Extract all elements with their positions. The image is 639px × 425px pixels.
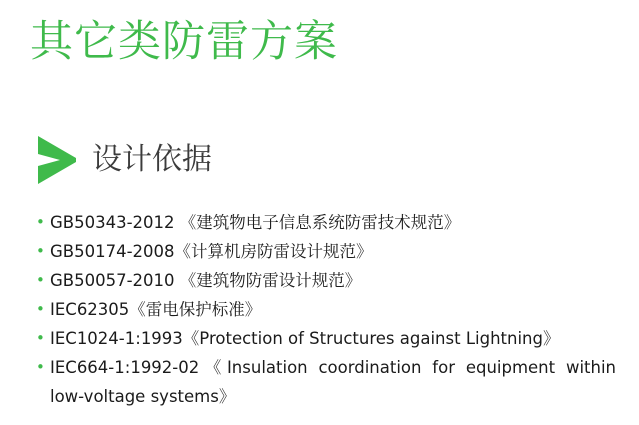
chevron-right-icon xyxy=(36,134,78,186)
page-title: 其它类防雷方案 xyxy=(30,17,338,67)
standards-list xyxy=(36,208,616,411)
list-item: • IEC62305《雷电保护标准》 xyxy=(36,295,616,324)
list-item: • GB50174-2008《计算机房防雷设计规范》 xyxy=(36,237,616,266)
list-item: • GB50057-2010 《建筑物防雷设计规范》 xyxy=(36,266,616,295)
section-heading: 设计依据 xyxy=(92,142,212,177)
list-item: • IEC664-1:1992-02《Insulation coordination for equipment within low-voltage systems》 xyxy=(36,353,616,411)
section-header xyxy=(36,134,212,186)
list-item: • IEC1024-1:1993《Protection of Structures against Lightning》 xyxy=(36,324,616,353)
list-item: • GB50343-2012 《建筑物电子信息系统防雷技术规范》 xyxy=(36,208,616,237)
